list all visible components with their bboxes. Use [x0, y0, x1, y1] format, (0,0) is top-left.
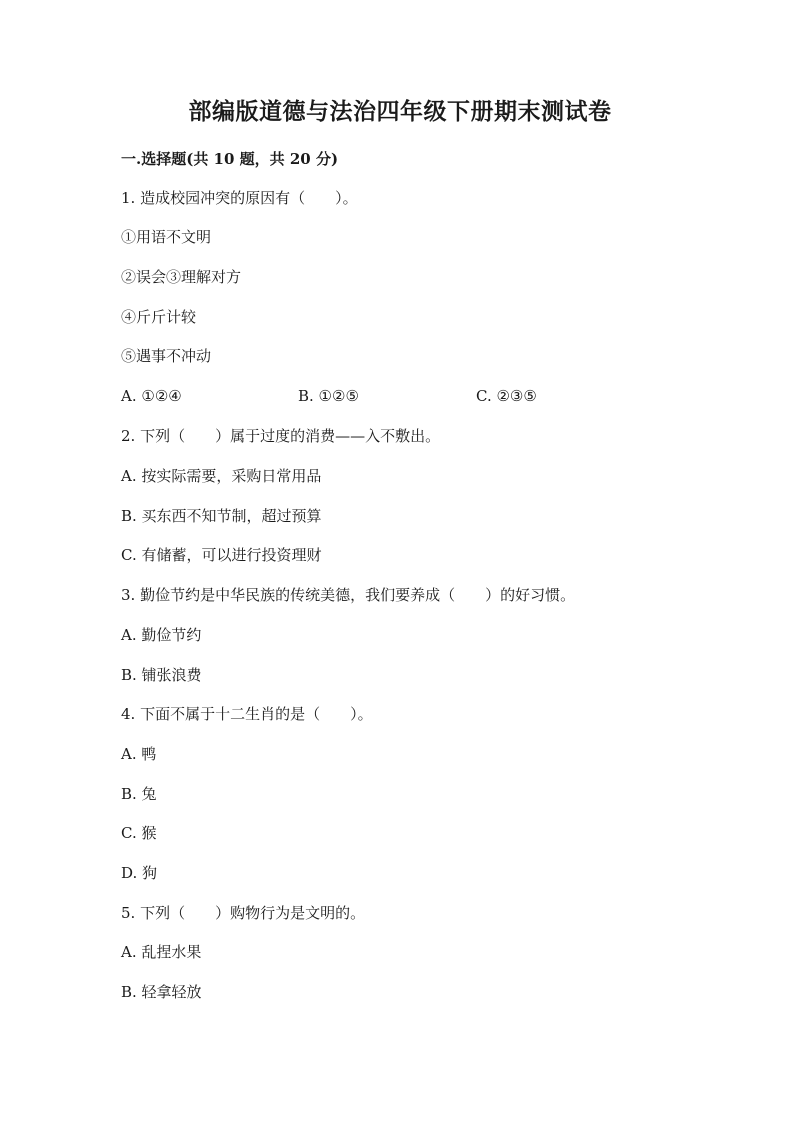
question-5-stem: 5. 下列（ ）购物行为是文明的。: [121, 904, 366, 922]
question-1-item: ②误会③理解对方: [121, 268, 242, 286]
question-2-option-a[interactable]: A. 按实际需要，采购日常用品: [121, 467, 322, 485]
question-1-option-b[interactable]: B. ①②⑤: [298, 387, 359, 405]
question-4-stem: 4. 下面不属于十二生肖的是（ ）。: [121, 705, 373, 723]
question-4-option-a[interactable]: A. 鸭: [121, 745, 157, 763]
question-5-option-a[interactable]: A. 乱捏水果: [121, 943, 202, 961]
question-2-option-b[interactable]: B. 买东西不知节制，超过预算: [121, 507, 322, 525]
question-3-option-a[interactable]: A. 勤俭节约: [121, 626, 202, 644]
question-1-option-a[interactable]: A. ①②④: [121, 387, 182, 405]
question-3-option-b[interactable]: B. 铺张浪费: [121, 666, 202, 684]
question-4-option-c[interactable]: C. 猴: [121, 824, 157, 842]
question-5-option-b[interactable]: B. 轻拿轻放: [121, 983, 202, 1001]
question-1-stem: 1. 造成校园冲突的原因有（ ）。: [121, 189, 358, 207]
question-1-item: ⑤遇事不冲动: [121, 347, 212, 365]
question-1-item: ④斤斤计较: [121, 308, 197, 326]
question-4-option-b[interactable]: B. 兔: [121, 785, 157, 803]
question-3-stem: 3. 勤俭节约是中华民族的传统美德，我们要养成（ ）的好习惯。: [121, 586, 576, 604]
question-1-item: ①用语不文明: [121, 228, 212, 246]
question-4-option-d[interactable]: D. 狗: [121, 864, 158, 882]
question-1-option-c[interactable]: C. ②③⑤: [476, 387, 537, 405]
question-2-stem: 2. 下列（ ）属于过度的消费——入不敷出。: [121, 427, 441, 445]
section-heading: 一.选择题(共 10 题，共 20 分): [121, 150, 339, 168]
question-2-option-c[interactable]: C. 有储蓄，可以进行投资理财: [121, 546, 322, 564]
page-title: 部编版道德与法治四年级下册期末测试卷: [188, 98, 612, 125]
